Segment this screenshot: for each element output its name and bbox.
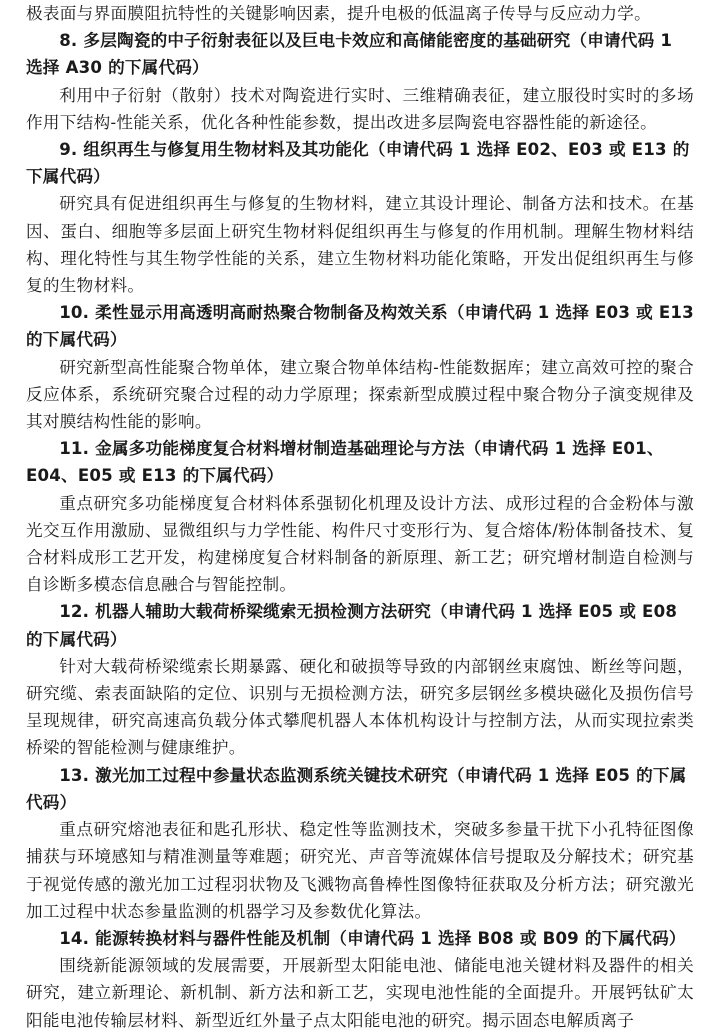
section-12: [26, 598, 694, 761]
continued-paragraph: 极表面与界面膜阻抗特性的关键影响因素，提升电极的低温离子传导与反应动力学。: [26, 4, 652, 23]
section-heading: 13. 激光加工过程中参量状态监测系统关键技术研究（申请代码 1 选择 E05 的下属代码）: [26, 765, 687, 812]
section-11: [26, 435, 694, 598]
section-heading: 12. 机器人辅助大载荷桥梁缆索无损检测方法研究（申请代码 1 选择 E05 或 E08 的下属代码）: [26, 602, 678, 649]
section-body: 研究具有促进组织再生与修复的生物材料，建立其设计理论、制备方法和技术。在基因、蛋白、细胞等多层面上研究生物材料促组织再生与修复的作用机制。理解生物材料结构、理化特性与其生物学性能的关系，建立生物材料功能化策略，开发出促组织再生与修复的生物材料。: [26, 194, 694, 296]
section-heading: 9. 组织再生与修复用生物材料及其功能化（申请代码 1 选择 E02、E03 或 E13 的下属代码）: [26, 140, 690, 187]
section-body: 重点研究熔池表征和匙孔形状、稳定性等监测技术，突破多参量干扰下小孔特征图像捕获与环境感知与精准测量等难题；研究光、声音等流媒体信号提取及分解技术；研究基于视觉传感的激光加工过程羽状物及飞溅物高鲁棒性图像特征获取及分析方法；研究激光加工过程中状态参量监测的机器学习及参数优化算法。: [26, 820, 694, 921]
section-body: 针对大载荷桥梁缆索长期暴露、硬化和破损等导致的内部钢丝束腐蚀、断丝等问题，研究缆、索表面缺陷的定位、识别与无损检测方法，研究多层钢丝多模块磁化及损伤信号呈现规律，研究高速高负载分体式攀爬机器人本体机构设计与控制方法，从而实现拉索类桥梁的智能检测与健康维护。: [26, 656, 694, 758]
section-14: [26, 925, 694, 1034]
section-body: 围绕新能源领域的发展需要，开展新型太阳能电池、储能电池关键材料及器件的相关研究，建立新理论、新机制、新方法和新工艺，实现电池性能的全面提升。开展钙钛矿太阳能电池传输层材料、新型近红外量子点太阳能电池的研究。揭示固态电解质离子: [26, 956, 694, 1030]
section-body: 研究新型高性能聚合物单体，建立聚合物单体结构-性能数据库；建立高效可控的聚合反应体系，系统研究聚合过程的动力学原理；探索新型成膜过程中聚合物分子演变规律及其对膜结构性能的影响。: [26, 357, 694, 432]
section-body: 利用中子衍射（散射）技术对陶瓷进行实时、三维精确表征，建立服役时实时的多场作用下结构-性能关系，优化各种性能参数，提出改进多层陶瓷电容器性能的新途径。: [26, 85, 694, 132]
section-9: [26, 136, 694, 299]
section-heading: 14. 能源转换材料与器件性能及机制（申请代码 1 选择 B08 或 B09 的下属代码）: [59, 928, 686, 948]
section-10: [26, 299, 694, 435]
section-8: [26, 27, 694, 136]
section-13: [26, 762, 694, 925]
section-body: 重点研究多功能梯度复合材料体系强韧化机理及设计方法、成形过程的合金粉体与激光交互作用激励、显微组织与力学性能、构件尺寸变形行为、复合熔体/粉体制备技术、复合材料成形工艺开发，构建梯度复合材料制备的新原理、新工艺；研究增材制造自检测与自诊断多模态信息融合与智能控制。: [26, 493, 694, 595]
section-heading: 11. 金属多功能梯度复合材料增材制造基础理论与方法（申请代码 1 选择 E01、E04、E05 或 E13 的下属代码）: [26, 439, 664, 486]
section-heading: 10. 柔性显示用高透明高耐热聚合物制备及构效关系（申请代码 1 选择 E03 或 E13 的下属代码）: [26, 303, 694, 350]
section-heading: 8. 多层陶瓷的中子衍射表征以及巨电卡效应和高储能密度的基础研究（申请代码 1 选择 A30 的下属代码）: [26, 31, 673, 78]
